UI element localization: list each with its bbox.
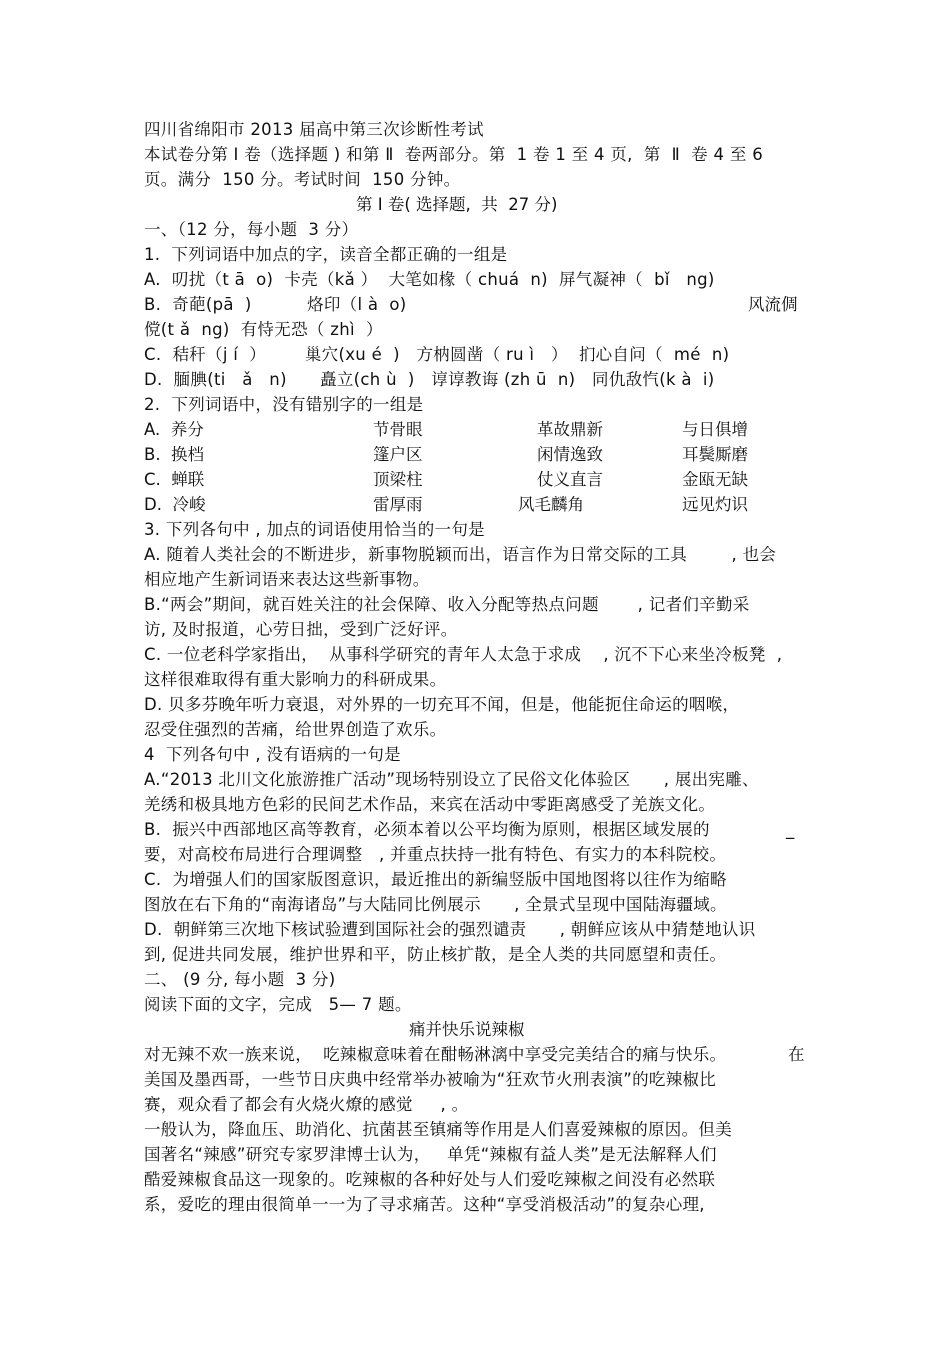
- section-title: 第 Ⅰ 卷( 选择题, 共 27 分): [356, 195, 558, 214]
- part2-heading: 二、 (9 分, 每小题 3 分): [144, 970, 336, 989]
- part1-heading: 一、（12 分，每小题 3 分）: [144, 220, 359, 239]
- q1-option-b-end: 风流倜: [748, 295, 798, 314]
- q1-option-a: A. 叨扰（t ā o) 卡壳（kǎ ） 大笔如椽（ chuá n) 屏气凝神（ bǐ ng): [144, 270, 715, 289]
- q3-option-c-line2: 这样很难取得有重大影响力的科研成果。: [144, 670, 447, 689]
- passage-p2-line2: 国著名“辣感”研究专家罗津博士认为， 单凭“辣椒有益人类”是无法解释人们: [144, 1145, 717, 1164]
- q2-cell: 闲情逸致: [537, 445, 603, 464]
- q2-cell: C. 蝉联: [144, 470, 205, 489]
- passage-p2-line4: 系，爱吃的理由很简单一一为了寻求痛苦。这种“享受消极活动”的复杂心理,: [144, 1195, 705, 1214]
- q4-option-b-line1-end: _: [786, 820, 795, 839]
- q4-option-a-line2: 羌绣和极具地方色彩的民间艺术作品，来宾在活动中零距离感受了羌族文化。: [144, 795, 716, 814]
- q4-option-d-line2: 到, 促进共同发展，维护世界和平，防止核扩散，是全人类的共同愿望和责任。: [144, 945, 727, 964]
- q2-stem: 2. 下列词语中，没有错别字的一组是: [144, 395, 424, 414]
- q2-cell: 革故鼎新: [537, 420, 603, 439]
- q1-option-b: B. 奇葩(pā ) 烙印（l à o): [144, 295, 407, 314]
- q2-cell: 风毛麟角: [518, 495, 584, 514]
- intro-line-2: 页。满分 150 分。考试时间 150 分钟。: [144, 170, 461, 189]
- q3-option-c-line1: C. 一位老科学家指出， 从事科学研究的青年人太急于求成 , 沉不下心来坐冷板凳 ,: [144, 645, 783, 664]
- q2-cell: 耳鬓厮磨: [682, 445, 748, 464]
- q2-cell: 仗义直言: [537, 470, 603, 489]
- q3-option-d-line2: 忍受住强烈的苦痛，给世界创造了欢乐。: [144, 720, 447, 739]
- q4-option-b-line2: 要，对高校布局进行合理调整 , 并重点扶持一批有特色、有实力的本科院校。: [144, 845, 727, 864]
- q1-stem: 1. 下列词语中加点的字，读音全都正确的一组是: [144, 245, 508, 264]
- q3-option-b-line2: 访, 及时报道，心劳日拙，受到广泛好评。: [144, 620, 458, 639]
- passage-p1-line1-end: 在: [788, 1045, 805, 1064]
- q3-option-b-line1: B.“两会”期间，就百姓关注的社会保障、收入分配等热点问题 , 记者们辛勤采: [144, 595, 750, 614]
- q2-cell: 金瓯无缺: [682, 470, 748, 489]
- passage-p1-line1: 对无辣不欢一族来说， 吃辣椒意味着在酣畅淋漓中享受完美结合的痛与快乐。: [144, 1045, 727, 1064]
- q2-cell: 远见灼识: [682, 495, 748, 514]
- q1-option-c: C. 秸秆（j í ） 巢穴(xu é ) 方枘圆凿（ ru ì ） 扪心自问（ mé n): [144, 345, 730, 364]
- q2-cell: 节骨眼: [373, 420, 423, 439]
- q3-stem: 3. 下列各句中 , 加点的词语使用恰当的一句是: [144, 520, 485, 539]
- part2-instruction: 阅读下面的文字，完成 5— 7 题。: [144, 995, 412, 1014]
- q3-option-a-line1: A. 随着人类社会的不断进步，新事物脱颖而出，语言作为日常交际的工具 , 也会: [144, 545, 777, 564]
- passage-p1-line2: 美国及墨西哥，一些节日庆典中经常举办被喻为“狂欢节火刑表演”的吃辣椒比: [144, 1070, 717, 1089]
- q2-cell: 与日俱增: [682, 420, 748, 439]
- q4-option-a-line1: A.“2013 北川文化旅游推广活动”现场特别设立了民俗文化体验区 , 展出宪雕、: [144, 770, 759, 789]
- passage-p2-line3: 酷爱辣椒食品这一现象的。吃辣椒的各种好处与人们爱吃辣椒之间没有必然联: [144, 1170, 716, 1189]
- q2-cell: A. 养分: [144, 420, 204, 439]
- q2-cell: 篷户区: [373, 445, 423, 464]
- q2-cell: 顶梁柱: [373, 470, 423, 489]
- q4-option-d-line1: D. 朝鲜第三次地下核试验遭到国际社会的强烈谴责 , 朝鲜应该从中猜楚地认识: [144, 920, 756, 939]
- q2-cell: B. 换档: [144, 445, 205, 464]
- q2-cell: 雷厚雨: [373, 495, 423, 514]
- q1-option-b-cont: 傥(t ǎ ng) 有恃无恐（ zhì ）: [144, 320, 383, 339]
- q4-stem: 4 下列各句中 , 没有语病的一句是: [144, 745, 401, 764]
- q4-option-c-line2: 图放在右下角的“南海诸岛”与大陆同比例展示 , 全景式呈现中国陆海疆域。: [144, 895, 727, 914]
- q3-option-d-line1: D. 贝多芬晚年听力衰退，对外界的一切充耳不闻，但是，他能扼住命运的咽喉，: [144, 695, 740, 714]
- exam-title: 四川省绵阳市 2013 届高中第三次诊断性考试: [144, 120, 484, 139]
- q4-option-b-line1: B. 振兴中西部地区高等教育，必须本着以公平均衡为原则，根据区域发展的: [144, 820, 710, 839]
- q4-option-c-line1: C. 为增强人们的国家版图意识，最近推出的新编竖版中国地图将以往作为缩略: [144, 870, 727, 889]
- q3-option-a-line2: 相应地产生新词语来表达这些新事物。: [144, 570, 430, 589]
- passage-p2-line1: 一般认为，降血压、助消化、抗菌甚至镇痛等作用是人们喜爱辣椒的原因。但美: [144, 1120, 732, 1139]
- passage-p1-line3: 赛，观众看了都会有火烧火燎的感觉 , 。: [144, 1095, 469, 1114]
- passage-title: 痛并快乐说辣椒: [409, 1020, 525, 1039]
- intro-line-1: 本试卷分第 Ⅰ 卷（选择题 ) 和第 Ⅱ 卷两部分。第 1 卷 1 至 4 页, 第 Ⅱ 卷 4 至 6: [144, 145, 764, 164]
- q1-option-d: D. 腼腆(ti ǎ n) 矗立(ch ù ) 谆谆教诲 (zh ū n) 同仇敌忾(k à i): [144, 370, 715, 389]
- q2-cell: D. 冷峻: [144, 495, 206, 514]
